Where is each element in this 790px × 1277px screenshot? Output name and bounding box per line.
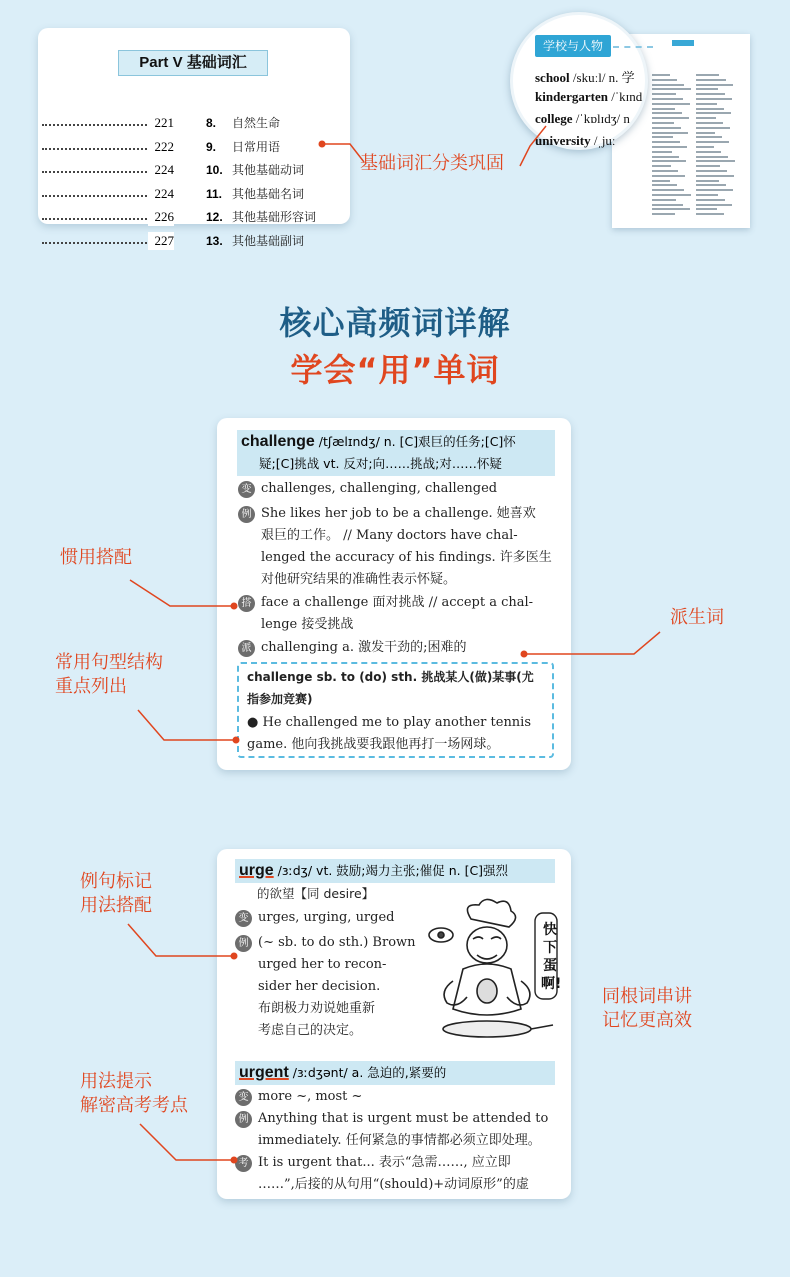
word-forms: urges, urging, urged xyxy=(258,910,395,925)
badge-forms: 变 xyxy=(238,481,255,498)
toc-page-number: 222 xyxy=(148,138,174,156)
toc-row xyxy=(38,208,350,231)
page-text-line xyxy=(652,112,682,114)
page-text-line xyxy=(652,204,683,206)
page-text-line xyxy=(696,141,729,143)
page-text-line xyxy=(652,136,673,138)
page-text-line xyxy=(696,156,728,158)
page-text-line xyxy=(696,132,715,134)
page-text-line xyxy=(652,189,684,191)
page-text-line xyxy=(652,103,690,105)
toc-row xyxy=(38,114,350,137)
page-text-line xyxy=(696,189,733,191)
toc-item-name: 其他基础副词 xyxy=(232,233,305,248)
toc-row xyxy=(38,161,350,184)
example-text: (~ sb. to do sth.) Brown urged her to recon- sider her decision. 布朗极力劝说她重新 考虑自己的决定。 xyxy=(258,935,416,1038)
page-text-line xyxy=(652,88,691,90)
page-text-line xyxy=(696,194,718,196)
page-text-line xyxy=(696,117,716,119)
magnifier-dash xyxy=(613,46,653,48)
toc-page-number: 226 xyxy=(148,208,174,226)
callout-vocab-classify: 基础词汇分类巩固 xyxy=(360,153,504,174)
page-text-line xyxy=(652,141,680,143)
mag-word: kindergarten /ˈkɪnd xyxy=(535,89,643,104)
page-text-line xyxy=(696,103,717,105)
derivative-text: challenging a. 激发干劲的;困难的 xyxy=(261,640,467,655)
magnifier-lens xyxy=(510,12,648,150)
page-section-badge xyxy=(672,40,694,46)
toc-item-number: 10. xyxy=(206,163,223,177)
page-text-line xyxy=(652,175,685,177)
callout-cognate: 同根词串讲 记忆更高效 xyxy=(602,986,692,1031)
definition: /ɜːdʒ/ vt. 鼓励;竭力主张;催促 n. [C]强烈 xyxy=(273,863,509,878)
page-text-line xyxy=(696,112,731,114)
section-subheading: 学会“用”单词 xyxy=(290,351,500,389)
page-text-line xyxy=(652,208,690,210)
headword-urgent: urgent xyxy=(239,1064,289,1081)
callout-usage-tip: 用法提示 解密高考考点 xyxy=(80,1071,188,1116)
page-text-line xyxy=(652,132,688,134)
page-text-line xyxy=(652,160,686,162)
page-text-line xyxy=(652,165,671,167)
definition: /tʃælɪndʒ/ n. [C]艰巨的任务;[C]怀 xyxy=(314,434,516,449)
toc-page-number: 224 xyxy=(148,185,174,203)
toc-item-name: 日常用语 xyxy=(232,139,281,154)
headword-block xyxy=(235,859,555,883)
page-text-line xyxy=(696,93,725,95)
page-text-line xyxy=(696,98,732,100)
example-text-2: Anything that is urgent must be attended to immediately. 任何紧急的事情都必须立即处理。 xyxy=(258,1111,549,1148)
word-forms: challenges, challenging, challenged xyxy=(261,481,498,496)
headword-block-2 xyxy=(235,1061,555,1085)
mag-word: school /skuːl/ n. 学 xyxy=(535,70,635,85)
page-text-line xyxy=(652,117,689,119)
page-text-line xyxy=(652,84,684,86)
page-text-line xyxy=(652,180,670,182)
toc-item-number: 8. xyxy=(206,116,217,130)
page-text-line xyxy=(696,175,734,177)
callout-collocation: 惯用搭配 xyxy=(60,547,132,568)
page-text-line xyxy=(652,122,674,124)
collocation-text: face a challenge 面对挑战 // accept a chal- lenge 接受挑战 xyxy=(261,595,534,632)
page-text-line xyxy=(652,93,676,95)
badge-collocation: 搭 xyxy=(238,595,255,612)
badge-example: 例 xyxy=(238,506,255,523)
chef-speech-bubble: 快下蛋啊! xyxy=(541,922,562,992)
toc-item-name: 其他基础名词 xyxy=(232,186,305,201)
callout-derivative: 派生词 xyxy=(670,607,724,628)
page-text-line xyxy=(652,213,675,215)
headword-block xyxy=(237,430,555,476)
badge-derivative: 派 xyxy=(238,640,255,657)
page-text-line xyxy=(652,79,677,81)
badge-example: 例 xyxy=(235,935,252,952)
toc-row xyxy=(38,138,350,161)
page-text-line xyxy=(652,194,691,196)
entry-card-challenge xyxy=(217,418,571,770)
page-text-line xyxy=(696,180,719,182)
toc-item-name: 其他基础动词 xyxy=(232,163,305,177)
definition-cont: 疑;[C]挑战 vt. 反对;向……挑战;对……怀疑 xyxy=(259,456,502,471)
page-text-line xyxy=(696,151,721,153)
definition-urgent: /ɜːdʒənt/ a. 急迫的,紧要的 xyxy=(288,1065,447,1080)
mag-word: college /ˈkɒlɪdʒ/ n xyxy=(535,111,630,126)
section-heading: 核心高频词详解 xyxy=(279,304,511,342)
page-text-line xyxy=(696,165,720,167)
toc-item-number: 13. xyxy=(206,233,223,248)
toc-title: Part V 基础词汇 xyxy=(118,50,268,76)
badge-example-2: 例 xyxy=(235,1111,252,1128)
toc-item-name: 其他基础形容词 xyxy=(232,210,317,224)
page-text-line xyxy=(652,146,687,148)
callout-sentence-pattern: 常用句型结构 重点列出 xyxy=(55,652,163,697)
page-text-line xyxy=(652,98,683,100)
page-text-line xyxy=(696,108,724,110)
example-text: She likes her job to be a challenge. 她喜欢 艰巨的工作。 // Many doctors have chal- lenged the accuracy of his findings. 许多医生 对他研究结果的准确性表示怀疑。 xyxy=(261,506,552,587)
toc-page-number: 224 xyxy=(148,161,174,179)
sentence-pattern-box xyxy=(237,662,554,758)
pattern-text: challenge sb. to (do) sth. 挑战某人(做)某事(尤 指参加竞赛) xyxy=(247,670,534,706)
page-text-line xyxy=(696,170,727,172)
page-text-line xyxy=(652,170,678,172)
word-forms-2: more ~, most ~ xyxy=(258,1089,363,1104)
toc-item-number: 11. xyxy=(206,186,223,201)
page-text-line xyxy=(652,156,679,158)
toc-item-name: 自然生命 xyxy=(232,116,281,130)
toc-item-number: 9. xyxy=(206,139,217,154)
page-text-line xyxy=(652,184,677,186)
toc-page-number: 227 xyxy=(148,232,174,250)
page-text-line xyxy=(652,127,681,129)
page-text-line xyxy=(696,127,730,129)
toc-card xyxy=(38,28,350,248)
toc-row xyxy=(38,185,350,208)
page-text-line xyxy=(696,146,714,148)
page-text-line xyxy=(696,184,726,186)
page-text-line xyxy=(696,122,723,124)
page-text-line xyxy=(696,204,732,206)
magnifier-badge: 学校与人物 xyxy=(535,35,611,57)
page-text-line xyxy=(652,108,675,110)
pattern-example: ● He challenged me to play another tennis game. 他向我挑战要我跟他再打一场网球。 xyxy=(247,715,532,752)
page-text-line xyxy=(696,199,725,201)
page-text-line xyxy=(696,213,724,215)
page-text-line xyxy=(696,136,722,138)
page-text-line xyxy=(696,74,719,76)
toc-row xyxy=(38,232,350,255)
mag-word: university /ˌjuː xyxy=(535,133,616,148)
definition-cont: 的欲望【同 desire】 xyxy=(257,886,375,901)
entry-card-urge xyxy=(217,849,571,1199)
callout-example-mark: 例句标记 用法搭配 xyxy=(80,871,152,916)
headword: challenge xyxy=(241,433,315,450)
toc-page-number: 221 xyxy=(148,114,174,132)
headword: urge xyxy=(239,862,274,879)
toc-item-number: 12. xyxy=(206,210,223,224)
page-text-line xyxy=(696,208,717,210)
page-text-line xyxy=(652,199,676,201)
page-text-line xyxy=(696,160,735,162)
page-text-line xyxy=(652,151,672,153)
page-text-line xyxy=(696,84,733,86)
badge-forms-2: 变 xyxy=(235,1089,252,1106)
page-text-line xyxy=(696,79,726,81)
badge-exam-tip: 考 xyxy=(235,1155,252,1172)
badge-forms: 变 xyxy=(235,910,252,927)
page-text-line xyxy=(652,74,670,76)
page-text-line xyxy=(696,88,718,90)
exam-tip-text: It is urgent that... 表示“急需……, 应立即 ……”,后接的从句用“(should)+动词原形”的虚 xyxy=(258,1155,529,1192)
